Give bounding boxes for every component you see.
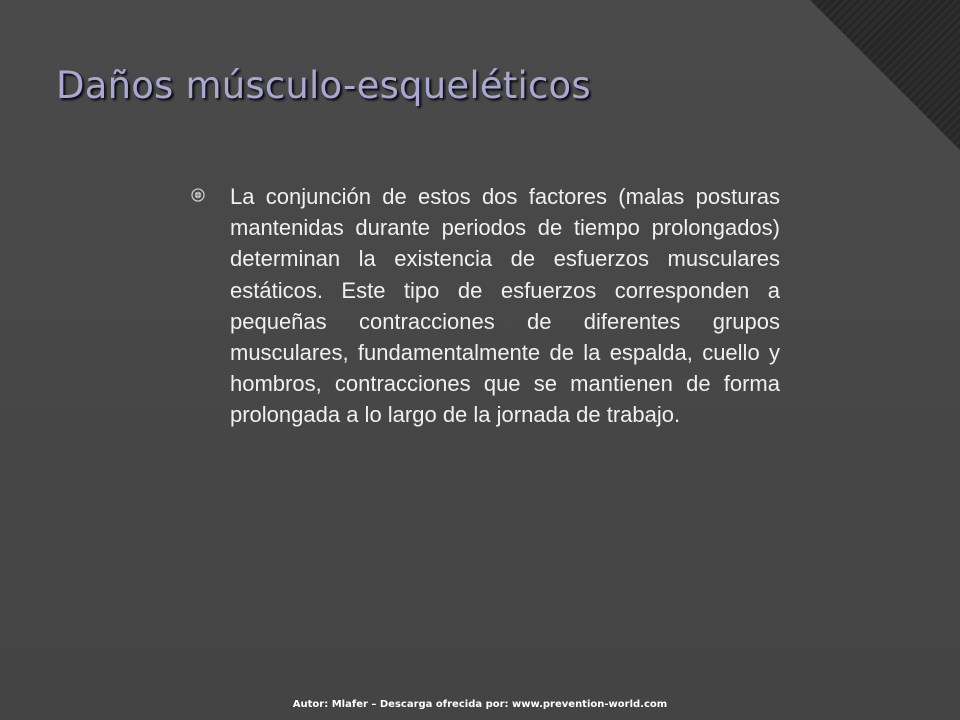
circle-bullet-icon bbox=[190, 187, 206, 203]
slide-title: Daños músculo-esqueléticos bbox=[56, 64, 591, 107]
bullet-text: La conjunción de estos dos factores (malas posturas mantenidas durante periodos de tiempo prolongados) determinan la existencia de esfuerzos musculares estáticos. Este tipo de esfuerzos corresponden a pequeñas contracciones de diferentes grupos musculares, fundamentalmente de la espalda, cuello y hombros, contracciones que se mantienen de forma prolongada a lo largo de la jornada de trabajo. bbox=[230, 184, 780, 428]
footer-credit: Autor: Mlafer – Descarga ofrecida por: www.prevention-world.com bbox=[292, 699, 668, 710]
